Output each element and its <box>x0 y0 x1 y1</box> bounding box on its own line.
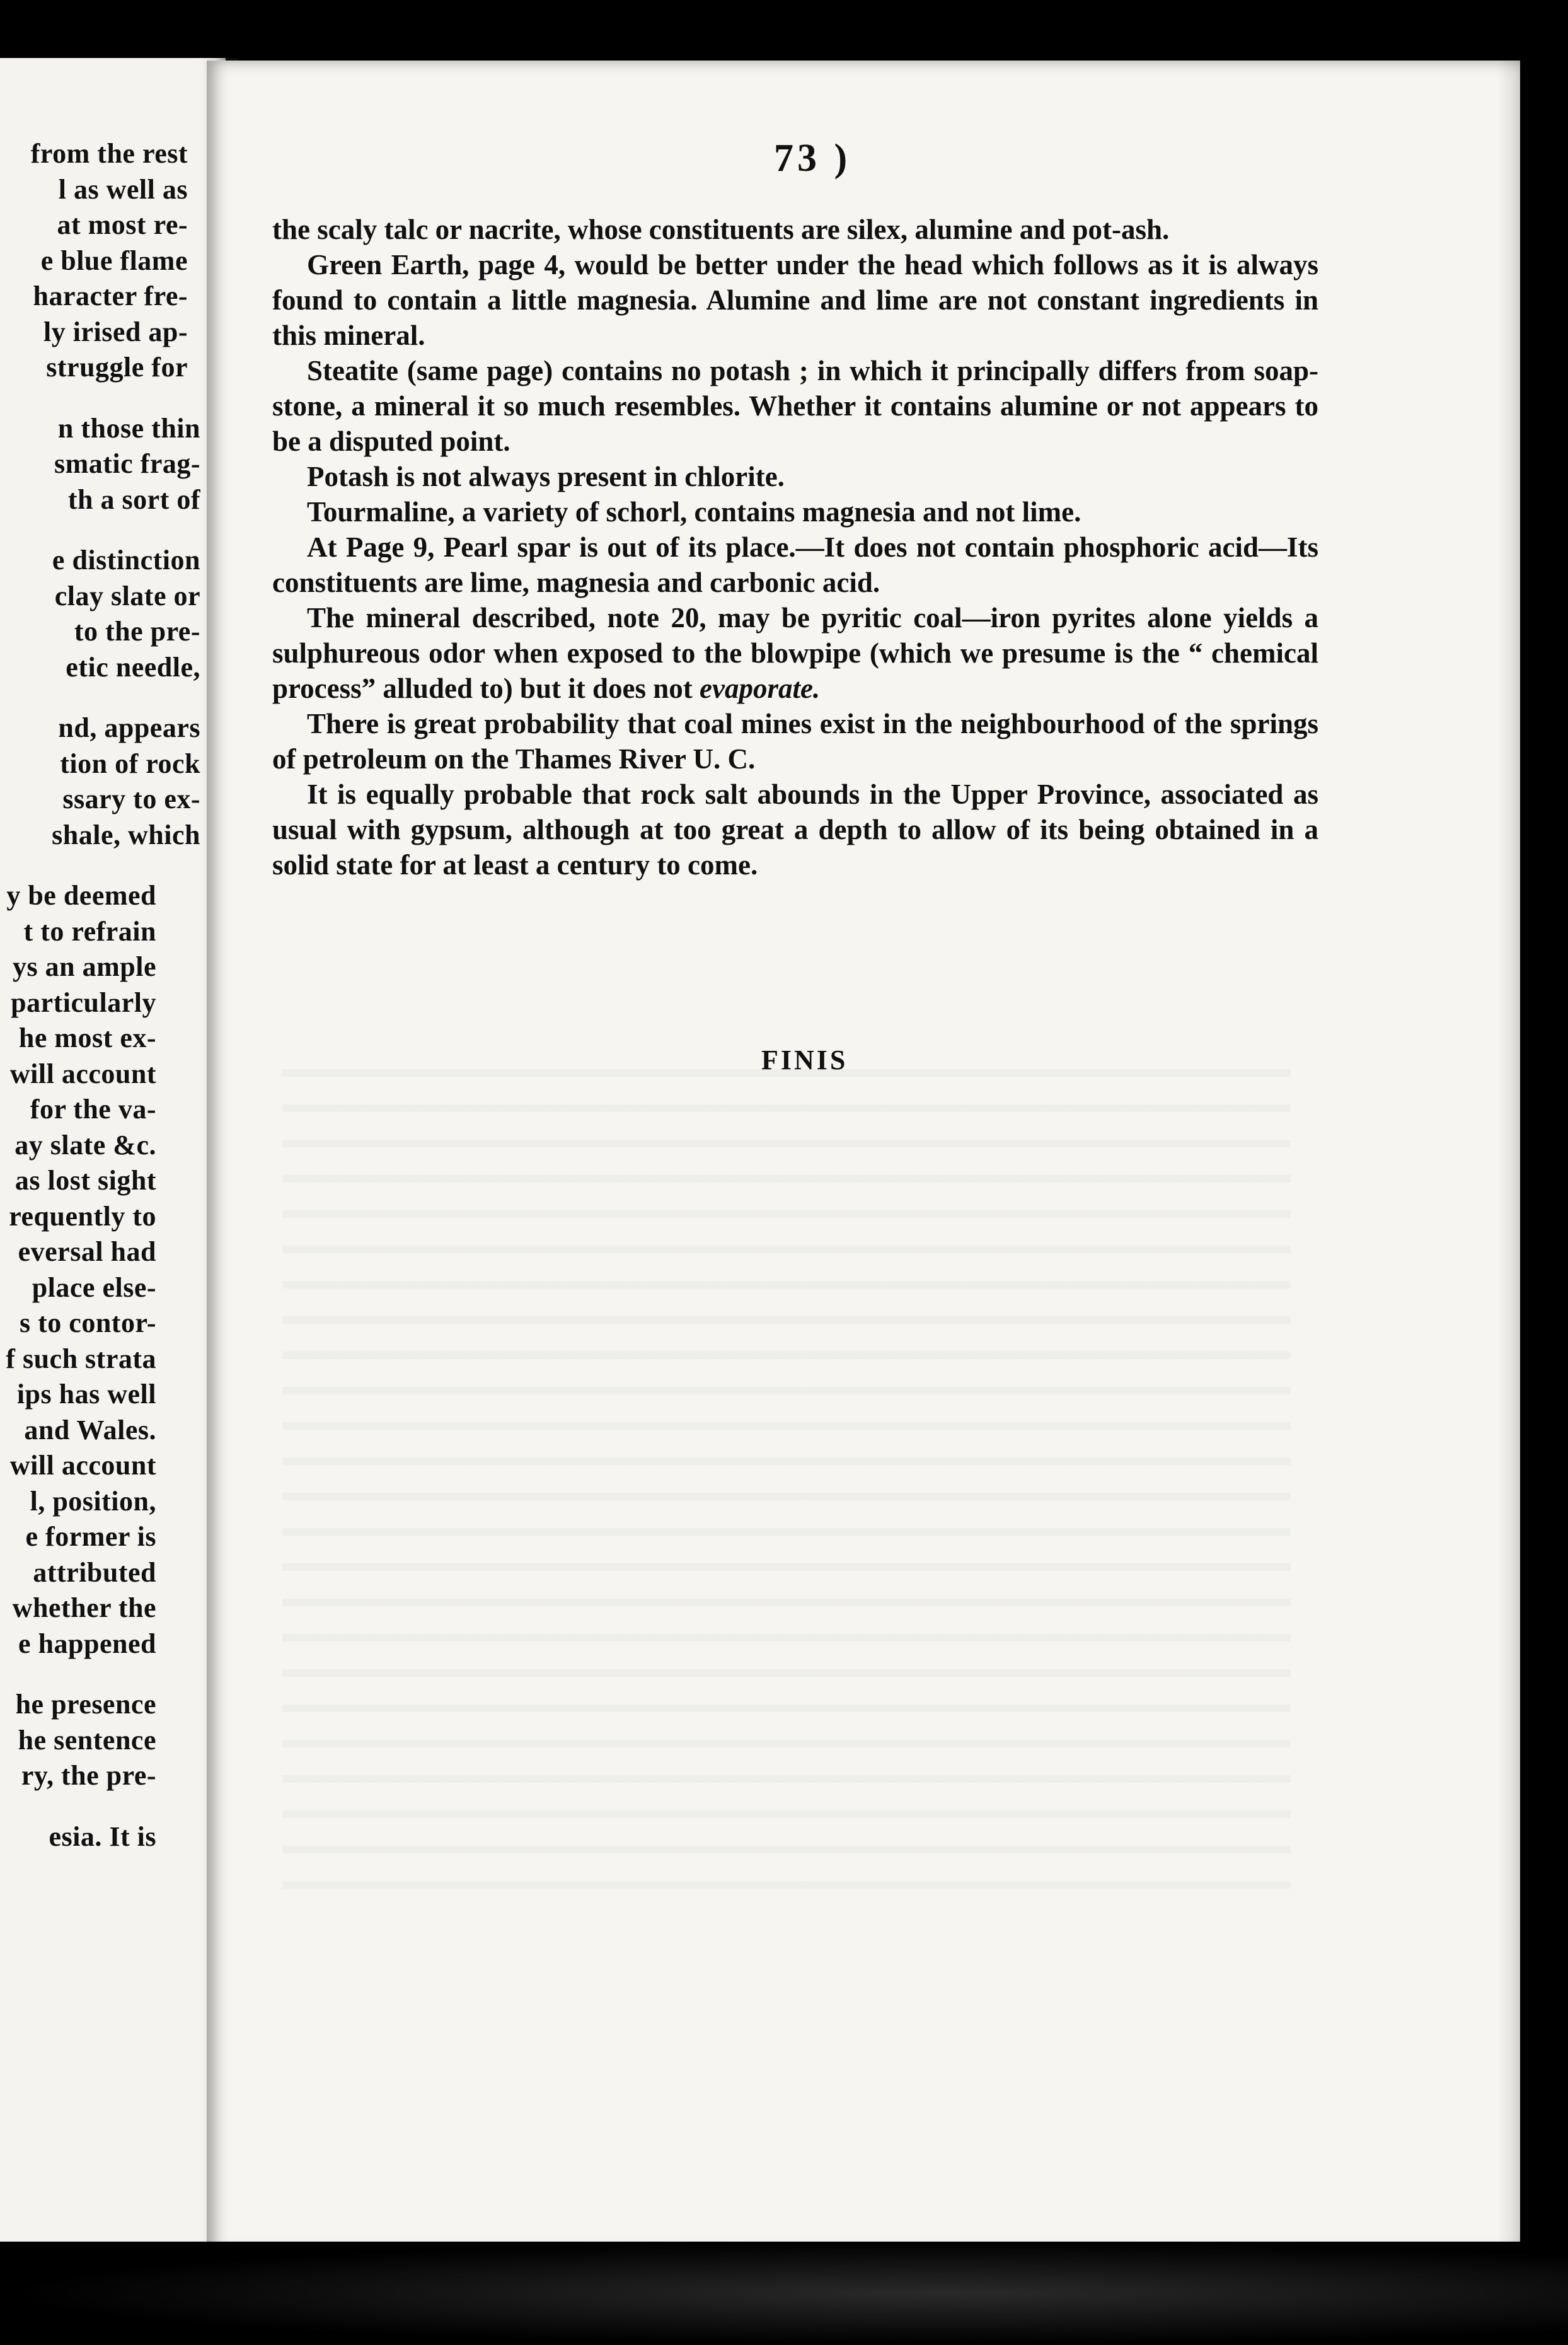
previous-page-line: ry, the pre- <box>21 1760 156 1791</box>
previous-page-line: eversal had <box>18 1236 156 1267</box>
previous-page-line: from the rest <box>30 138 188 169</box>
italic-word: evaporate. <box>700 673 821 704</box>
previous-page-line: struggle for <box>46 352 188 383</box>
previous-page-line: e blue flame <box>40 245 188 276</box>
previous-page-line: will account <box>9 1450 156 1481</box>
previous-page-line: and Wales. <box>24 1414 156 1445</box>
previous-page-line: for the va- <box>30 1094 156 1125</box>
previous-page-line: he most ex- <box>18 1022 156 1053</box>
paragraph-9: It is equally probable that rock salt abounds in the Upper Province, associated as usual with gypsum, although at too great a depth to allow of its being obtained in a solid state for at least a century to come. <box>272 779 1318 881</box>
previous-page-line: ssary to ex- <box>62 784 200 814</box>
previous-page-line: etic needle, <box>66 651 200 683</box>
page-number: 73 ) <box>774 137 851 180</box>
previous-page-line: t to refrain <box>23 915 156 947</box>
previous-page-line: ips has well <box>16 1379 156 1410</box>
previous-page-line: haracter fre- <box>33 281 188 311</box>
bleed-through-texture <box>282 1069 1291 1889</box>
previous-page-line: e distinction <box>52 545 200 576</box>
scan-background <box>0 2242 1568 2345</box>
previous-page-line: esia. It is <box>49 1821 156 1852</box>
paragraph-6: At Page 9, Pearl spar is out of its place.—It does not contain phosphoric acid—Its constituents are lime, magnesia and carbonic acid. <box>272 531 1318 598</box>
previous-page-line: will account <box>9 1058 156 1089</box>
paragraph-5: Tourmaline, a variety of schorl, contains magnesia and not lime. <box>307 496 1081 528</box>
previous-page-line: e former is <box>25 1521 156 1552</box>
previous-page-line: e happened <box>18 1628 156 1659</box>
previous-page-line: nd, appears <box>58 712 200 743</box>
previous-page-line: l, position, <box>30 1485 156 1517</box>
finis-label: FINIS <box>761 1045 848 1075</box>
previous-page-line: n those thin <box>57 412 200 444</box>
previous-page-line: f such strata <box>6 1343 156 1374</box>
previous-page-line: smatic frag- <box>54 448 200 479</box>
current-page <box>207 61 1520 2254</box>
previous-page-line: ys an ample <box>13 951 156 982</box>
previous-page-line: tion of rock <box>60 748 200 779</box>
previous-page-line: to the pre- <box>74 616 200 647</box>
previous-page-line: place else- <box>32 1271 156 1303</box>
paragraph-1: the scaly talc or nacrite, whose constituents are silex, alumine and pot-ash. <box>272 214 1170 245</box>
previous-page-line: whether the <box>12 1592 156 1623</box>
page-body <box>272 212 1318 883</box>
previous-page-line: th a sort of <box>67 483 200 515</box>
previous-page-line: particularly <box>11 987 156 1018</box>
paragraph-4: Potash is not always present in chlorite. <box>307 461 785 492</box>
previous-page-line: clay slate or <box>54 580 200 611</box>
paragraph-7-text: The mineral described, note 20, may be pyritic coal—iron pyrites alone yields a sulphureous odor when exposed to the blowpipe (which we presume is the “ chemical process” alluded to) but it does not <box>272 602 1318 704</box>
previous-page-line: shale, which <box>52 819 200 850</box>
previous-page-line: l as well as <box>58 173 188 205</box>
previous-page-line: requently to <box>9 1200 156 1232</box>
previous-page-line: at most re- <box>57 209 188 240</box>
previous-page-line: ly irised ap- <box>43 316 188 347</box>
previous-page-line: attributed <box>33 1556 156 1588</box>
previous-page-line: as lost sight <box>14 1165 156 1196</box>
paragraph-3: Steatite (same page) contains no potash ; in which it principally differs from soap-stone, a mineral it so much resembles. Whether it contains alumine or not appears to be a disputed point. <box>272 355 1318 457</box>
previous-page-line: ay slate &c. <box>14 1129 156 1161</box>
paragraph-8: There is great probability that coal mines exist in the neighbourhood of the springs of petroleum on the Thames River U. C. <box>272 708 1318 775</box>
previous-page-line: he presence <box>15 1689 156 1720</box>
previous-page-line: he sentence <box>18 1724 156 1756</box>
paragraph-7 <box>272 600 1318 706</box>
page-edge <box>1497 61 1520 2254</box>
previous-page-line: s to contor- <box>20 1307 156 1338</box>
previous-page-line: y be deemed <box>6 880 156 911</box>
paragraph-2: Green Earth, page 4, would be better under the head which follows as it is always found to contain a little magnesia. Alumine and lime are not constant ingredients in this mineral. <box>272 249 1318 351</box>
previous-page <box>0 58 226 2242</box>
